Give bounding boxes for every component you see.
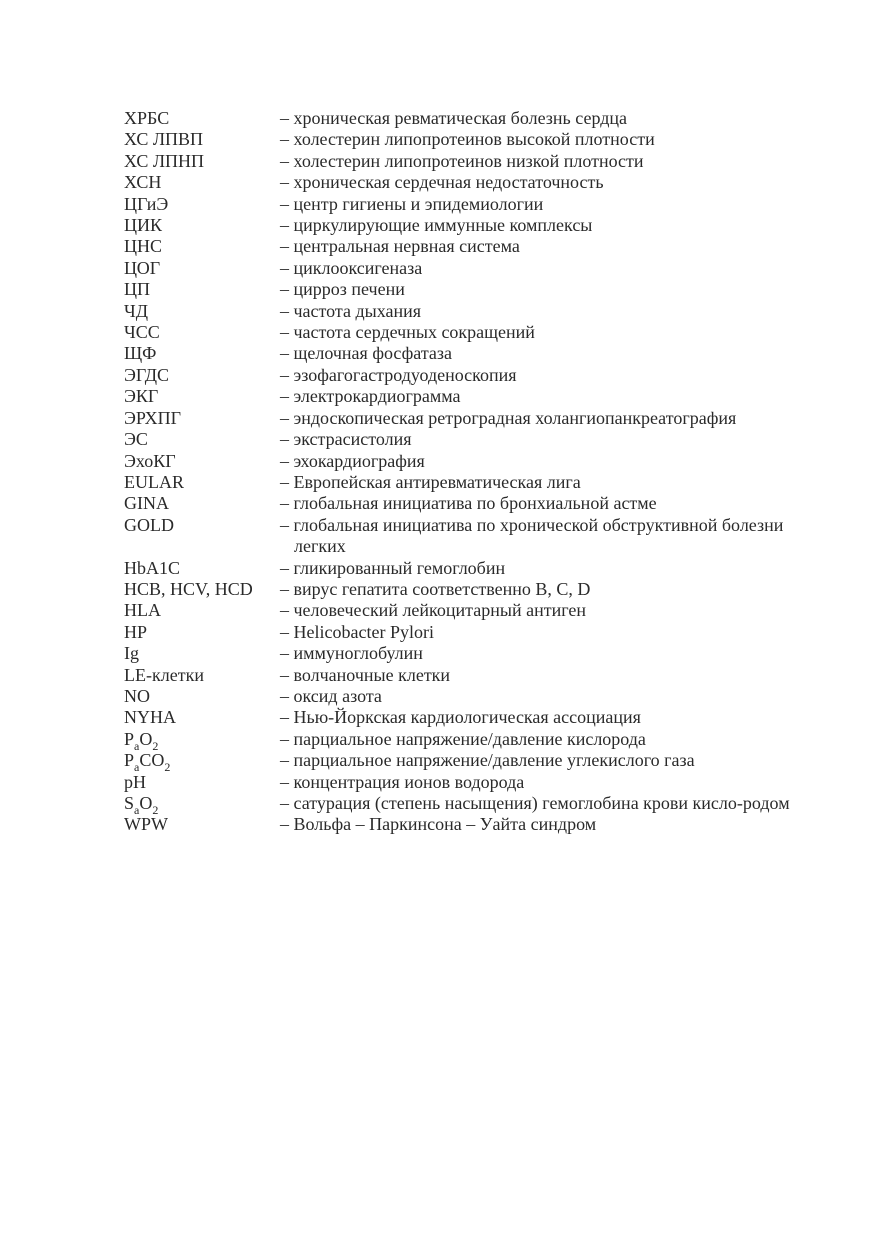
formula-symbol: P (124, 728, 135, 749)
list-item (124, 279, 804, 300)
abbreviation: NO (124, 685, 150, 706)
definition: – электрокардиограмма (280, 386, 461, 407)
abbreviation: ХСН (124, 172, 162, 193)
list-item (124, 386, 804, 407)
formula-subscript: 2 (152, 803, 159, 817)
formula-subscript: 2 (152, 738, 159, 753)
list-item (124, 408, 804, 429)
list-item (124, 108, 804, 129)
definition: – вирус гепатита соответственно B, C, D (280, 578, 591, 599)
abbreviation: HbA1C (124, 557, 181, 578)
abbreviation: ЦИК (124, 215, 163, 236)
list-item (124, 129, 804, 150)
definition: – экстрасистолия (280, 429, 412, 450)
abbreviation: ХС ЛПНП (124, 150, 205, 171)
list-item (124, 151, 804, 172)
list-item (124, 558, 804, 579)
abbreviation: HP (124, 621, 148, 642)
formula-molecule: CO (139, 750, 165, 771)
list-item (124, 493, 804, 514)
list-item (124, 429, 804, 450)
list-item (124, 750, 804, 775)
list-item (124, 301, 804, 322)
list-item (124, 686, 804, 707)
definition: – сатурация (степень насыщения) гемоглобина крови кисло-родом (280, 793, 790, 813)
definition: – хроническая ревматическая болезнь сердца (280, 108, 627, 128)
list-item (124, 322, 804, 343)
abbreviation: WPW (124, 814, 168, 835)
definition: – эндоскопическая ретроградная холангиопанкреатография (280, 407, 737, 428)
abbreviation: ЩФ (124, 343, 157, 364)
definition: – человеческий лейкоцитарный антиген (280, 600, 586, 621)
list-item (124, 793, 804, 817)
abbreviation: ЭС (124, 429, 148, 450)
formula-subscript: a (134, 803, 140, 817)
list-item (124, 579, 804, 600)
definition: – глобальная инициатива по бронхиальной астме (280, 493, 657, 514)
definition: – цирроз печени (280, 279, 405, 300)
abbreviation: ЭРХПГ (124, 407, 182, 428)
abbreviation: GOLD (124, 514, 174, 535)
formula-symbol: P (124, 750, 135, 771)
list-item (124, 365, 804, 386)
formula-molecule: O (139, 728, 153, 749)
definition: – парциальное напряжение/давление углекислого газа (280, 750, 695, 771)
list-item (124, 343, 804, 364)
abbreviation-formula (124, 728, 280, 753)
formula-subscript: a (134, 760, 140, 775)
list-item (124, 707, 804, 728)
formula-subscript: 2 (164, 760, 171, 775)
abbreviations-list (124, 108, 804, 836)
abbreviation: ЦП (124, 279, 150, 300)
definition: – парциальное напряжение/давление кислорода (280, 728, 646, 749)
list-item (124, 194, 804, 215)
definition: – иммуноглобулин (280, 643, 423, 664)
abbreviation: HLA (124, 600, 161, 621)
definition: – холестерин липопротеинов низкой плотности (280, 150, 644, 171)
list-item (124, 665, 804, 686)
list-item (124, 515, 804, 558)
abbreviation: ЦНС (124, 236, 163, 257)
list-item (124, 236, 804, 257)
abbreviation: ЦОГ (124, 257, 161, 278)
list-item (124, 728, 804, 753)
definition: – эзофагогастродуоденоскопия (280, 364, 517, 385)
list-item (124, 472, 804, 493)
definition: – частота сердечных сокращений (280, 322, 535, 343)
definition: – гликированный гемоглобин (280, 557, 506, 578)
abbreviation-formula (124, 793, 280, 817)
abbreviation: GINA (124, 493, 169, 514)
list-item (124, 258, 804, 279)
formula-subscript: a (134, 738, 140, 753)
definition: – Вольфа – Паркинсона – Уайта синдром (280, 814, 597, 835)
list-item (124, 451, 804, 472)
definition: – эхокардиография (280, 450, 425, 471)
abbreviation-formula (124, 750, 280, 775)
abbreviation: ЭКГ (124, 386, 159, 407)
definition: – Нью-Йоркская кардиологическая ассоциация (280, 707, 641, 728)
formula-symbol: S (124, 793, 135, 813)
list-item (124, 215, 804, 236)
abbreviation: LE-клетки (124, 664, 204, 685)
definition: – холестерин липопротеинов высокой плотности (280, 129, 655, 150)
list-item (124, 600, 804, 621)
definition: – циркулирующие иммунные комплексы (280, 215, 593, 236)
definition: – хроническая сердечная недостаточность (280, 172, 604, 193)
list-item (124, 643, 804, 664)
definition: – циклооксигеназа (280, 257, 423, 278)
abbreviation: ЧД (124, 300, 148, 321)
list-item (124, 622, 804, 643)
definition: – щелочная фосфатаза (280, 343, 453, 364)
definition: – оксид азота (280, 685, 382, 706)
abbreviation: ЭхоКГ (124, 450, 176, 471)
definition: – Европейская антиревматическая лига (280, 471, 581, 492)
abbreviation: HCB, HCV, HCD (124, 578, 253, 599)
definition: – концентрация ионов водорода (280, 771, 525, 792)
abbreviation: EULAR (124, 471, 184, 492)
definition: – Helicobacter Pylori (280, 621, 434, 642)
definition: – частота дыхания (280, 300, 422, 321)
abbreviation: ЦГиЭ (124, 193, 169, 214)
list-item (124, 772, 804, 793)
abbreviation: pH (124, 771, 146, 792)
definition: – центральная нервная система (280, 236, 520, 257)
abbreviation: ХРБС (124, 108, 170, 128)
abbreviation: Ig (124, 643, 139, 664)
abbreviation: ЭГДС (124, 364, 169, 385)
abbreviation: NYHA (124, 707, 176, 728)
definition: – волчаночные клетки (280, 664, 451, 685)
definition: – центр гигиены и эпидемиологии (280, 193, 544, 214)
list-item (124, 172, 804, 193)
definition: – глобальная инициатива по хронической обструктивной болезни легких (280, 514, 784, 557)
abbreviation: ХС ЛПВП (124, 129, 204, 150)
formula-molecule: O (139, 793, 153, 813)
abbreviation: ЧСС (124, 322, 160, 343)
list-item (124, 814, 804, 835)
